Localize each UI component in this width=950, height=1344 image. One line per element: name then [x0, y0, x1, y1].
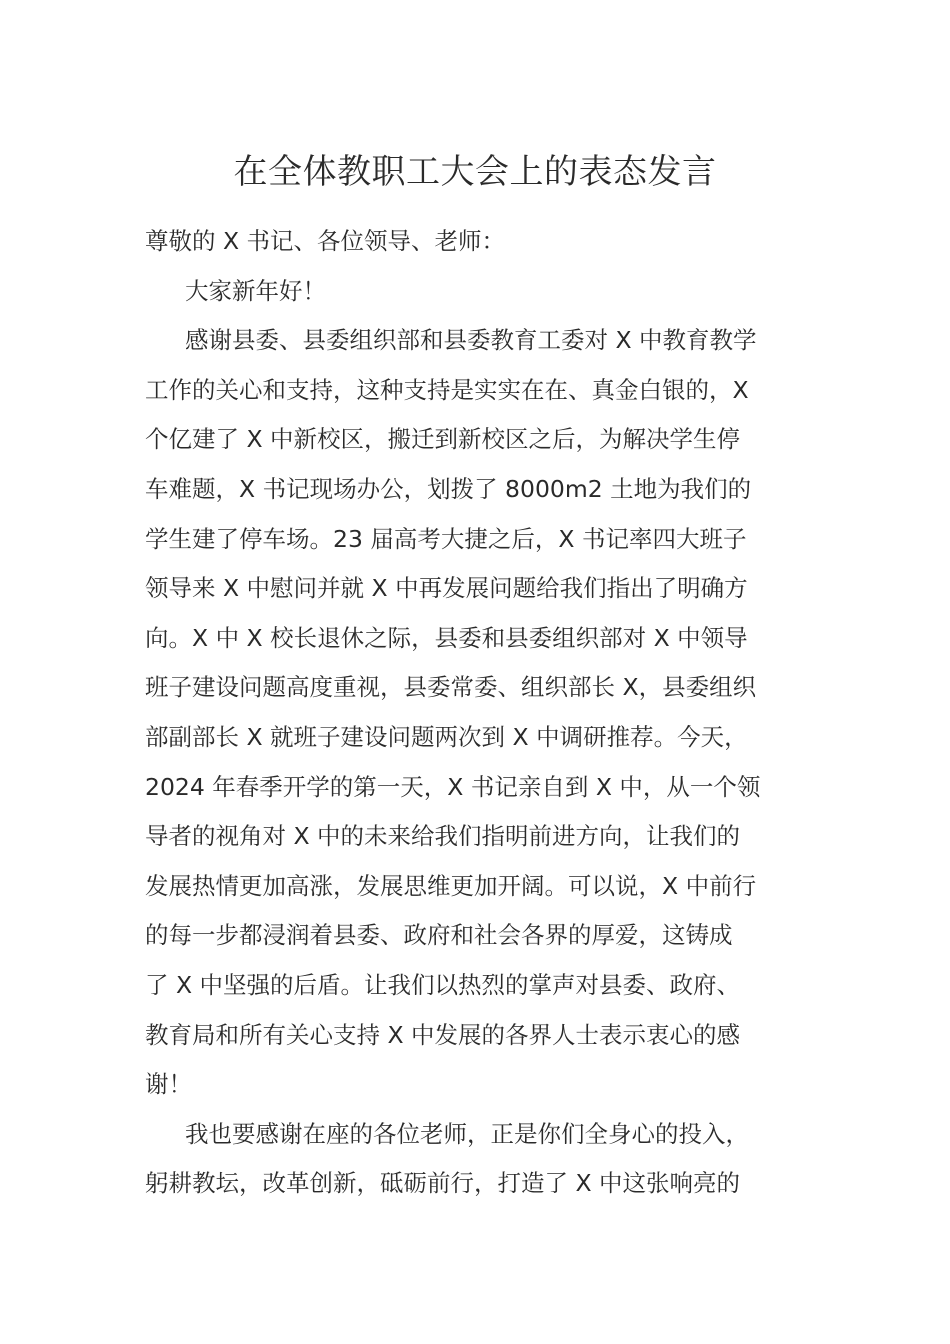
body-text-line: 2024 年春季开学的第一天，X 书记亲自到 X 中，从一个领: [145, 772, 761, 801]
body-text-line: 大家新年好！: [185, 276, 326, 305]
body-text-line: 工作的关心和支持，这种支持是实实在在、真金白银的，X: [145, 375, 749, 404]
body-text-line: 教育局和所有关心支持 X 中发展的各界人士表示衷心的感: [145, 1020, 741, 1049]
body-text-line: 个亿建了 X 中新校区，搬迁到新校区之后，为解决学生停: [145, 425, 741, 454]
body-text-line: 躬耕教坛，改革创新，砥砺前行，打造了 X 中这张响亮的: [145, 1169, 741, 1198]
body-text-line: 车难题，X 书记现场办公，划拨了 8000m2 土地为我们的: [145, 474, 752, 503]
body-text-line: 部副部长 X 就班子建设问题两次到 X 中调研推荐。今天，: [145, 722, 748, 751]
body-text-line: 谢！: [145, 1070, 192, 1099]
document-title: 在全体教职工大会上的表态发言: [233, 152, 717, 192]
body-text-line: 导者的视角对 X 中的未来给我们指明前进方向，让我们的: [145, 822, 741, 851]
body-text-line: 尊敬的 X 书记、各位领导、老师：: [145, 227, 506, 255]
body-text-line: 感谢县委、县委组织部和县委教育工委对 X 中教育教学: [185, 326, 757, 355]
body-text-line: 我也要感谢在座的各位老师，正是你们全身心的投入，: [185, 1119, 749, 1148]
body-text-line: 学生建了停车场。23 届高考大捷之后，X 书记率四大班子: [145, 524, 747, 553]
body-text-line: 向。X 中 X 校长退休之际，县委和县委组织部对 X 中领导: [145, 623, 748, 652]
body-text-line: 发展热情更加高涨，发展思维更加开阔。可以说，X 中前行: [145, 871, 757, 900]
document-body: [145, 217, 810, 1209]
body-text-line: 班子建设问题高度重视，县委常委、组织部长 X，县委组织: [145, 673, 757, 702]
body-text-line: 了 X 中坚强的后盾。让我们以热烈的掌声对县委、政府、: [145, 970, 741, 999]
body-text-line: 的每一步都浸润着县委、政府和社会各界的厚爱，这铸成: [145, 921, 733, 950]
body-text-line: 领导来 X 中慰问并就 X 中再发展问题给我们指出了明确方: [145, 574, 748, 603]
